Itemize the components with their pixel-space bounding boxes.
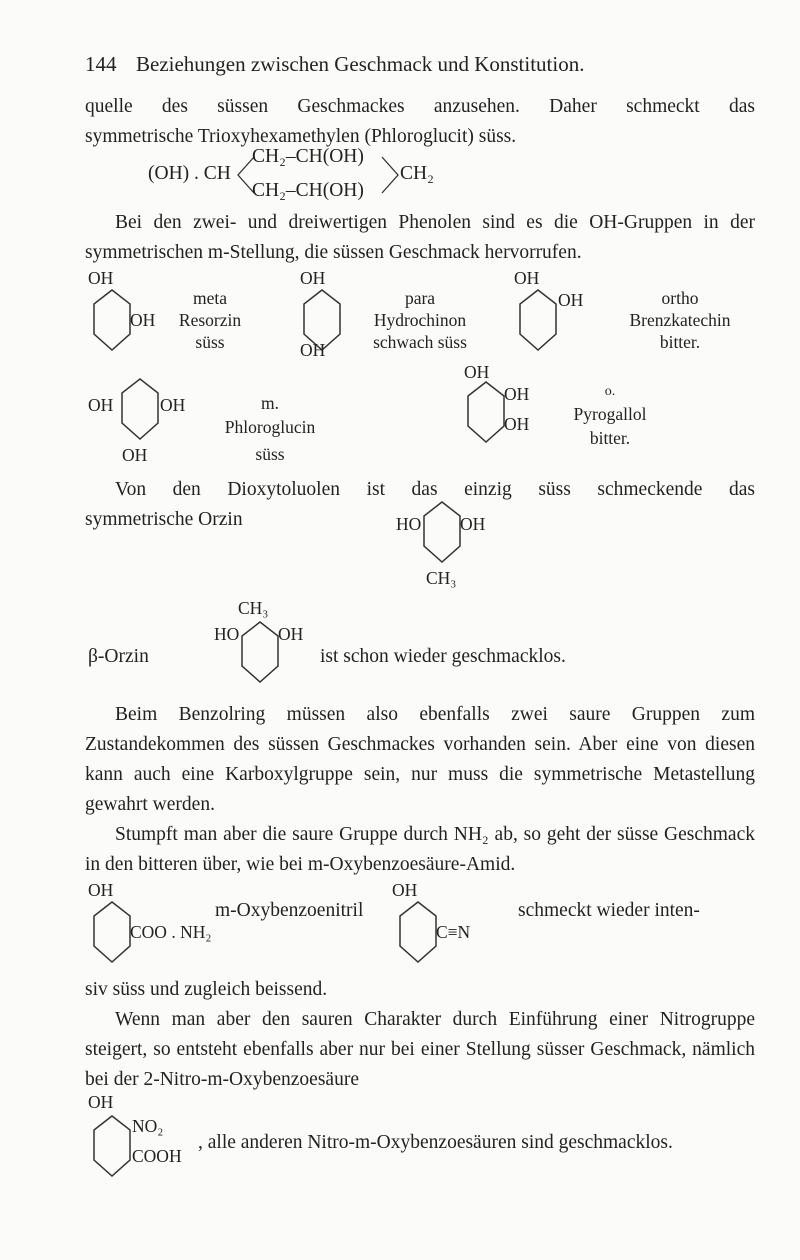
para1-line1: quelle des süssen Geschmackes anzusehen. Daher schmeckt das [85,96,755,117]
resorzin-taste: süss [195,332,225,352]
phloroglucin-benzene-ring [120,377,162,445]
phloroglucin-name: Phloroglucin [224,417,316,437]
brenzkatechin-oh-top: OH [514,268,540,288]
para3-line2: symmetrische Orzin [85,509,243,530]
hydrochinon-position: para [404,288,436,308]
nitro-no2: NO₂ [132,1116,164,1136]
nitro-cooh: COOH [132,1146,182,1166]
paragraph-4: Beim Benzolring müssen also ebenfalls zwei saure Gruppen zum Zustandekommen des süssen Geschmackes vorhanden sein. Aber eine von diesen kann auch eine Karboxylgruppe sein, nur muss die symmetrische Metastellung gewahrt werden. [85,704,755,815]
formula-bottom-branch: CH₂–CH(OH) [252,180,364,201]
phloroglucin-taste: süss [255,444,285,464]
pyrogallol-name: Pyrogallol [573,404,647,424]
pyrogallol-oh-2: OH [504,384,530,404]
formula-left: (OH) . CH [148,163,231,184]
page-number: 144 [85,52,117,76]
beta-orzin-oh: OH [278,624,304,644]
nitro-oh: OH [88,1092,114,1112]
phloroglucin-position: m. [261,393,279,413]
brenzkatechin-name: Brenzkatechin [629,310,731,330]
formula-bracket-right [380,155,400,195]
nitril-benzene-ring [398,900,440,968]
pyrogallol-position: o. [604,384,616,399]
para3-line1: Von den Dioxytoluolen ist das einzig süss schmeckende das [115,479,755,500]
paragraph-6: siv süss und zugleich beissend. [85,979,328,1000]
pyrogallol-oh-3: OH [504,414,530,434]
amid-coo-nh2: COO . NH₂ [130,922,212,942]
pyrogallol-taste: bitter. [589,428,631,448]
resorzin-name: Resorzin [178,310,242,330]
amid-oh: OH [88,880,114,900]
phloroglucin-oh-bottom: OH [122,445,148,465]
nitril-text: schmeckt wieder inten- [518,900,700,921]
pyrogallol-oh-top: OH [464,362,490,382]
resorzin-benzene-ring [92,288,134,356]
amid-benzene-ring [92,900,134,968]
nitro-benzene-ring [92,1114,134,1182]
nitril-name: m-Oxybenzoenitril [215,900,364,921]
pyrogallol-benzene-ring [466,380,508,448]
phloroglucin-oh-left: OH [88,395,114,415]
hydrochinon-oh-top: OH [300,268,326,288]
brenzkatechin-oh-ortho: OH [558,290,584,310]
phloroglucin-oh-right: OH [160,395,186,415]
paragraph-7: Wenn man aber den sauren Charakter durch Einführung einer Nitrogruppe steigert, so entsteht ebenfalls aber nur bei einer Stellung süsser Geschmack, nämlich bei der 2-Nitro-m-Oxybenzoesäure [85,1009,755,1090]
resorzin-oh-meta: OH [130,310,156,330]
brenzkatechin-benzene-ring [518,288,560,356]
nitril-oh: OH [392,880,418,900]
brenzkatechin-taste: bitter. [659,332,701,352]
hydrochinon-taste: schwach süss [373,332,467,352]
beta-orzin-text: ist schon wieder geschmacklos. [320,646,566,667]
nitro-text: , alle anderen Nitro-m-Oxybenzoesäuren sind geschmacklos. [198,1132,673,1153]
resorzin-position: meta [192,288,227,308]
resorzin-oh-top: OH [88,268,114,288]
orzin-benzene-ring [422,500,464,568]
nitril-cn: C≡N [436,922,471,942]
brenzkatechin-position: ortho [661,288,699,308]
hydrochinon-name: Hydrochinon [373,310,467,330]
hydrochinon-oh-para: OH [300,340,326,360]
paragraph-5: Stumpft man aber die saure Gruppe durch NH₂ ab, so geht der süsse Geschmack in den bitteren über, wie bei m-Oxybenzoesäure-Amid. [85,824,755,875]
running-title: Beziehungen zwischen Geschmack und Konstitution. [136,52,585,76]
orzin-oh: OH [460,514,486,534]
beta-orzin-name: β-Orzin [88,646,149,667]
orzin-ho: HO [396,514,422,534]
paragraph-1 [85,92,755,152]
formula-right: CH₂ [400,163,434,184]
beta-orzin-benzene-ring [240,620,282,688]
beta-orzin-ch3: CH₃ [238,598,269,618]
paragraph-2: Bei den zwei- und dreiwertigen Phenolen sind es die OH-Gruppen in der symmetrischen m-Stellung, die süssen Geschmack hervorrufen. [85,212,755,263]
orzin-ch3: CH₃ [426,568,457,588]
formula-top-branch: CH₂–CH(OH) [252,146,364,167]
para1-line2: symmetrische Trioxyhexamethylen (Phloroglucit) süss. [85,126,517,147]
beta-orzin-ho: HO [214,624,240,644]
